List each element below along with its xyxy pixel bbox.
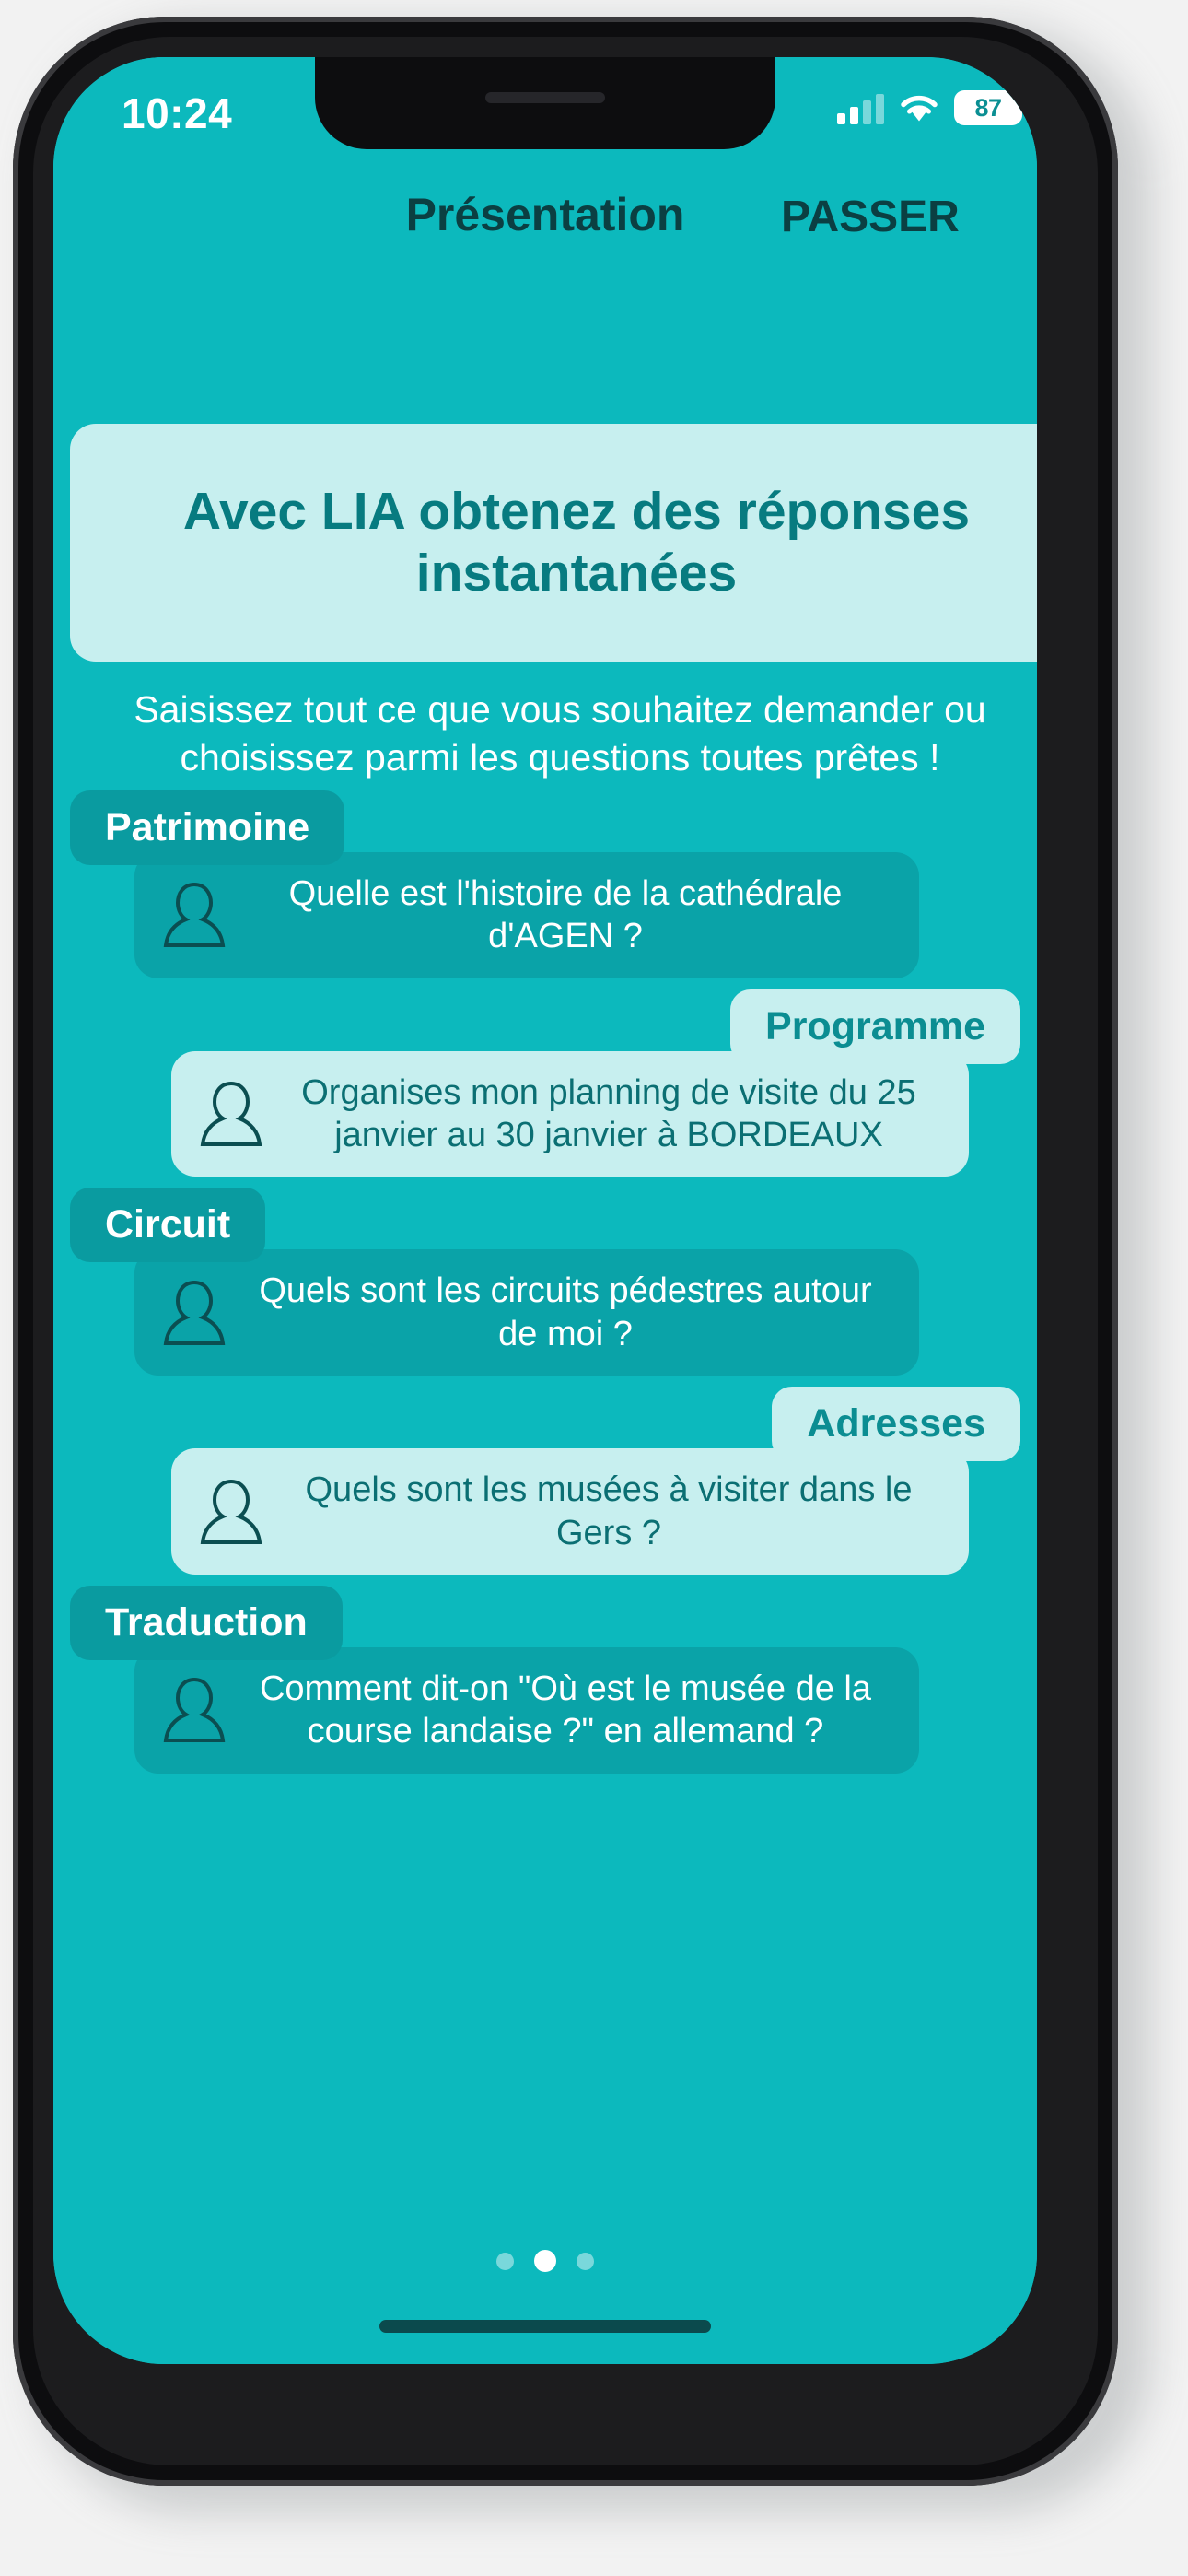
page-title: Présentation bbox=[405, 189, 685, 240]
suggestion-question: Quelle est l'histoire de la cathédrale d'AGEN ? bbox=[288, 874, 843, 956]
suggestion-group bbox=[53, 1387, 1037, 1575]
suggestion-list bbox=[53, 790, 1037, 1785]
battery-level-label: 87 bbox=[974, 93, 1002, 122]
page-dot[interactable] bbox=[496, 2253, 514, 2270]
page-dot[interactable] bbox=[577, 2253, 594, 2270]
suggestion-group bbox=[53, 790, 1037, 978]
user-avatar-icon bbox=[195, 1074, 267, 1153]
wifi-icon bbox=[899, 92, 939, 123]
suggestion-bubble[interactable] bbox=[134, 852, 919, 978]
status-indicators bbox=[837, 90, 1022, 125]
suggestion-bubble[interactable] bbox=[134, 1647, 919, 1774]
hero-heading: Avec LIA obtenez des réponses instantanées bbox=[182, 481, 971, 603]
suggestion-category-chip[interactable]: Circuit bbox=[70, 1188, 265, 1262]
page-indicator[interactable] bbox=[53, 2250, 1037, 2272]
user-avatar-icon bbox=[158, 1670, 230, 1750]
app-viewport bbox=[53, 57, 1037, 2364]
suggestion-question: Comment dit-on "Où est le musée de la course landaise ?" en allemand ? bbox=[259, 1669, 872, 1751]
page-dot-active[interactable] bbox=[534, 2250, 556, 2272]
suggestion-question: Quels sont les circuits pédestres autour de moi ? bbox=[259, 1271, 872, 1353]
suggestion-bubble[interactable] bbox=[134, 1249, 919, 1376]
suggestion-category-chip[interactable]: Programme bbox=[730, 989, 1020, 1064]
phone-frame bbox=[13, 17, 1118, 2486]
status-time: 10:24 bbox=[122, 89, 233, 137]
suggestion-group bbox=[53, 1586, 1037, 1774]
battery-icon bbox=[954, 90, 1022, 125]
suggestion-group bbox=[53, 1188, 1037, 1376]
suggestion-category-chip[interactable]: Traduction bbox=[70, 1586, 343, 1660]
user-avatar-icon bbox=[195, 1472, 267, 1551]
suggestion-category-chip[interactable]: Patrimoine bbox=[70, 790, 344, 865]
suggestion-question: Quels sont les musées à visiter dans le Gers ? bbox=[305, 1470, 913, 1552]
nav-header bbox=[53, 175, 1037, 267]
hero-subtitle: Saisissez tout ce que vous souhaitez demander ou choisissez parmi les questions toutes prêtes ! bbox=[134, 688, 986, 779]
suggestion-bubble[interactable] bbox=[171, 1051, 969, 1177]
hero-banner bbox=[70, 424, 1037, 662]
earpiece-speaker bbox=[485, 92, 605, 103]
user-avatar-icon bbox=[158, 875, 230, 954]
skip-button[interactable]: PASSER bbox=[781, 193, 960, 241]
cellular-signal-icon bbox=[837, 91, 884, 124]
suggestion-group bbox=[53, 989, 1037, 1177]
suggestion-bubble[interactable] bbox=[171, 1448, 969, 1575]
phone-screen bbox=[53, 57, 1037, 2364]
device-notch bbox=[315, 57, 775, 149]
user-avatar-icon bbox=[158, 1273, 230, 1352]
suggestion-category-chip[interactable]: Adresses bbox=[772, 1387, 1020, 1461]
home-indicator bbox=[379, 2320, 711, 2333]
suggestion-question: Organises mon planning de visite du 25 janvier au 30 janvier à BORDEAUX bbox=[301, 1072, 916, 1155]
